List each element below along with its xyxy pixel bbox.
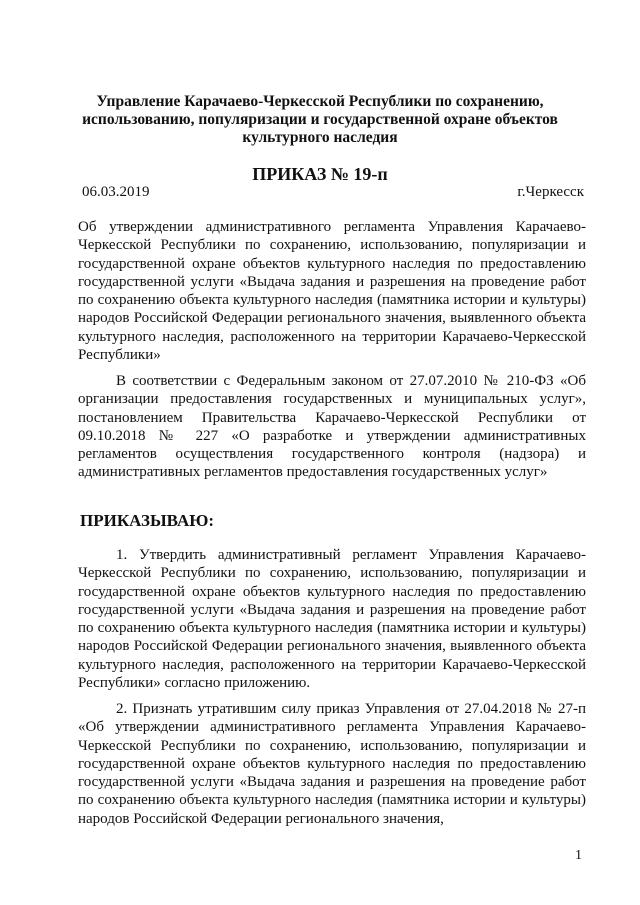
order-city: г.Черкесск xyxy=(517,184,584,200)
order-title: ПРИКАЗ № 19-п xyxy=(252,164,388,184)
issuing-authority-header: Управление Карачаево-Черкесской Республики по сохранению, использованию, популяризации и государственной охране объектов культурного наследия xyxy=(82,93,558,146)
order-date: 06.03.2019 xyxy=(82,184,150,200)
command-heading: ПРИКАЗЫВАЮ: xyxy=(80,511,215,530)
order-item-1: 1. Утвердить административный регламент Управления Карачаево-Черкесской Республики по сохранению, использованию, популяризации и государственной охране объектов культурного наследия по предоставлению государственной услуги «Выдача задания и разрешения на проведение работ по сохранению объекта культурного наследия (памятника истории и культуры) народов Российской Федерации регионального значения, выявленного объекта культурного наследия, расположенного на территории Карачаево-Черкесской Республики» согласно приложению. xyxy=(78,547,586,692)
page-number: 1 xyxy=(575,848,582,863)
order-subject: Об утверждении административного регламента Управления Карачаево-Черкесской Республики по сохранению, использованию, популяризации и государственной охране объектов культурного наследия по предоставлению государственной услуги «Выдача задания и разрешения на проведение работ по сохранению объекта культурного наследия (памятника истории и культуры) народов Российской Федерации регионального значения, выявленного объекта культурного наследия, расположенного на территории Карачаево-Черкесской Республики» xyxy=(78,219,586,364)
order-preamble: В соответствии с Федеральным законом от 27.07.2010 № 210-ФЗ «Об организации предоставления государственных и муниципальных услуг», постановлением Правительства Карачаево-Черкесской Республики от 09.10.2018 № 227 «О разработке и утверждении административных регламентов осуществления государственного контроля (надзора) и административных регламентов предоставления государственных услуг» xyxy=(78,373,586,481)
order-item-2: 2. Признать утратившим силу приказ Управления от 27.04.2018 № 27-п «Об утверждении административного регламента Управления Карачаево-Черкесской Республики по сохранению, использованию, популяризации и государственной охране объектов культурного наследия по предоставлению государственной услуги «Выдача задания и разрешения на проведение работ по сохранению объекта культурного наследия (памятника истории и культуры) народов Российской Федерации регионального значения, xyxy=(78,701,586,827)
